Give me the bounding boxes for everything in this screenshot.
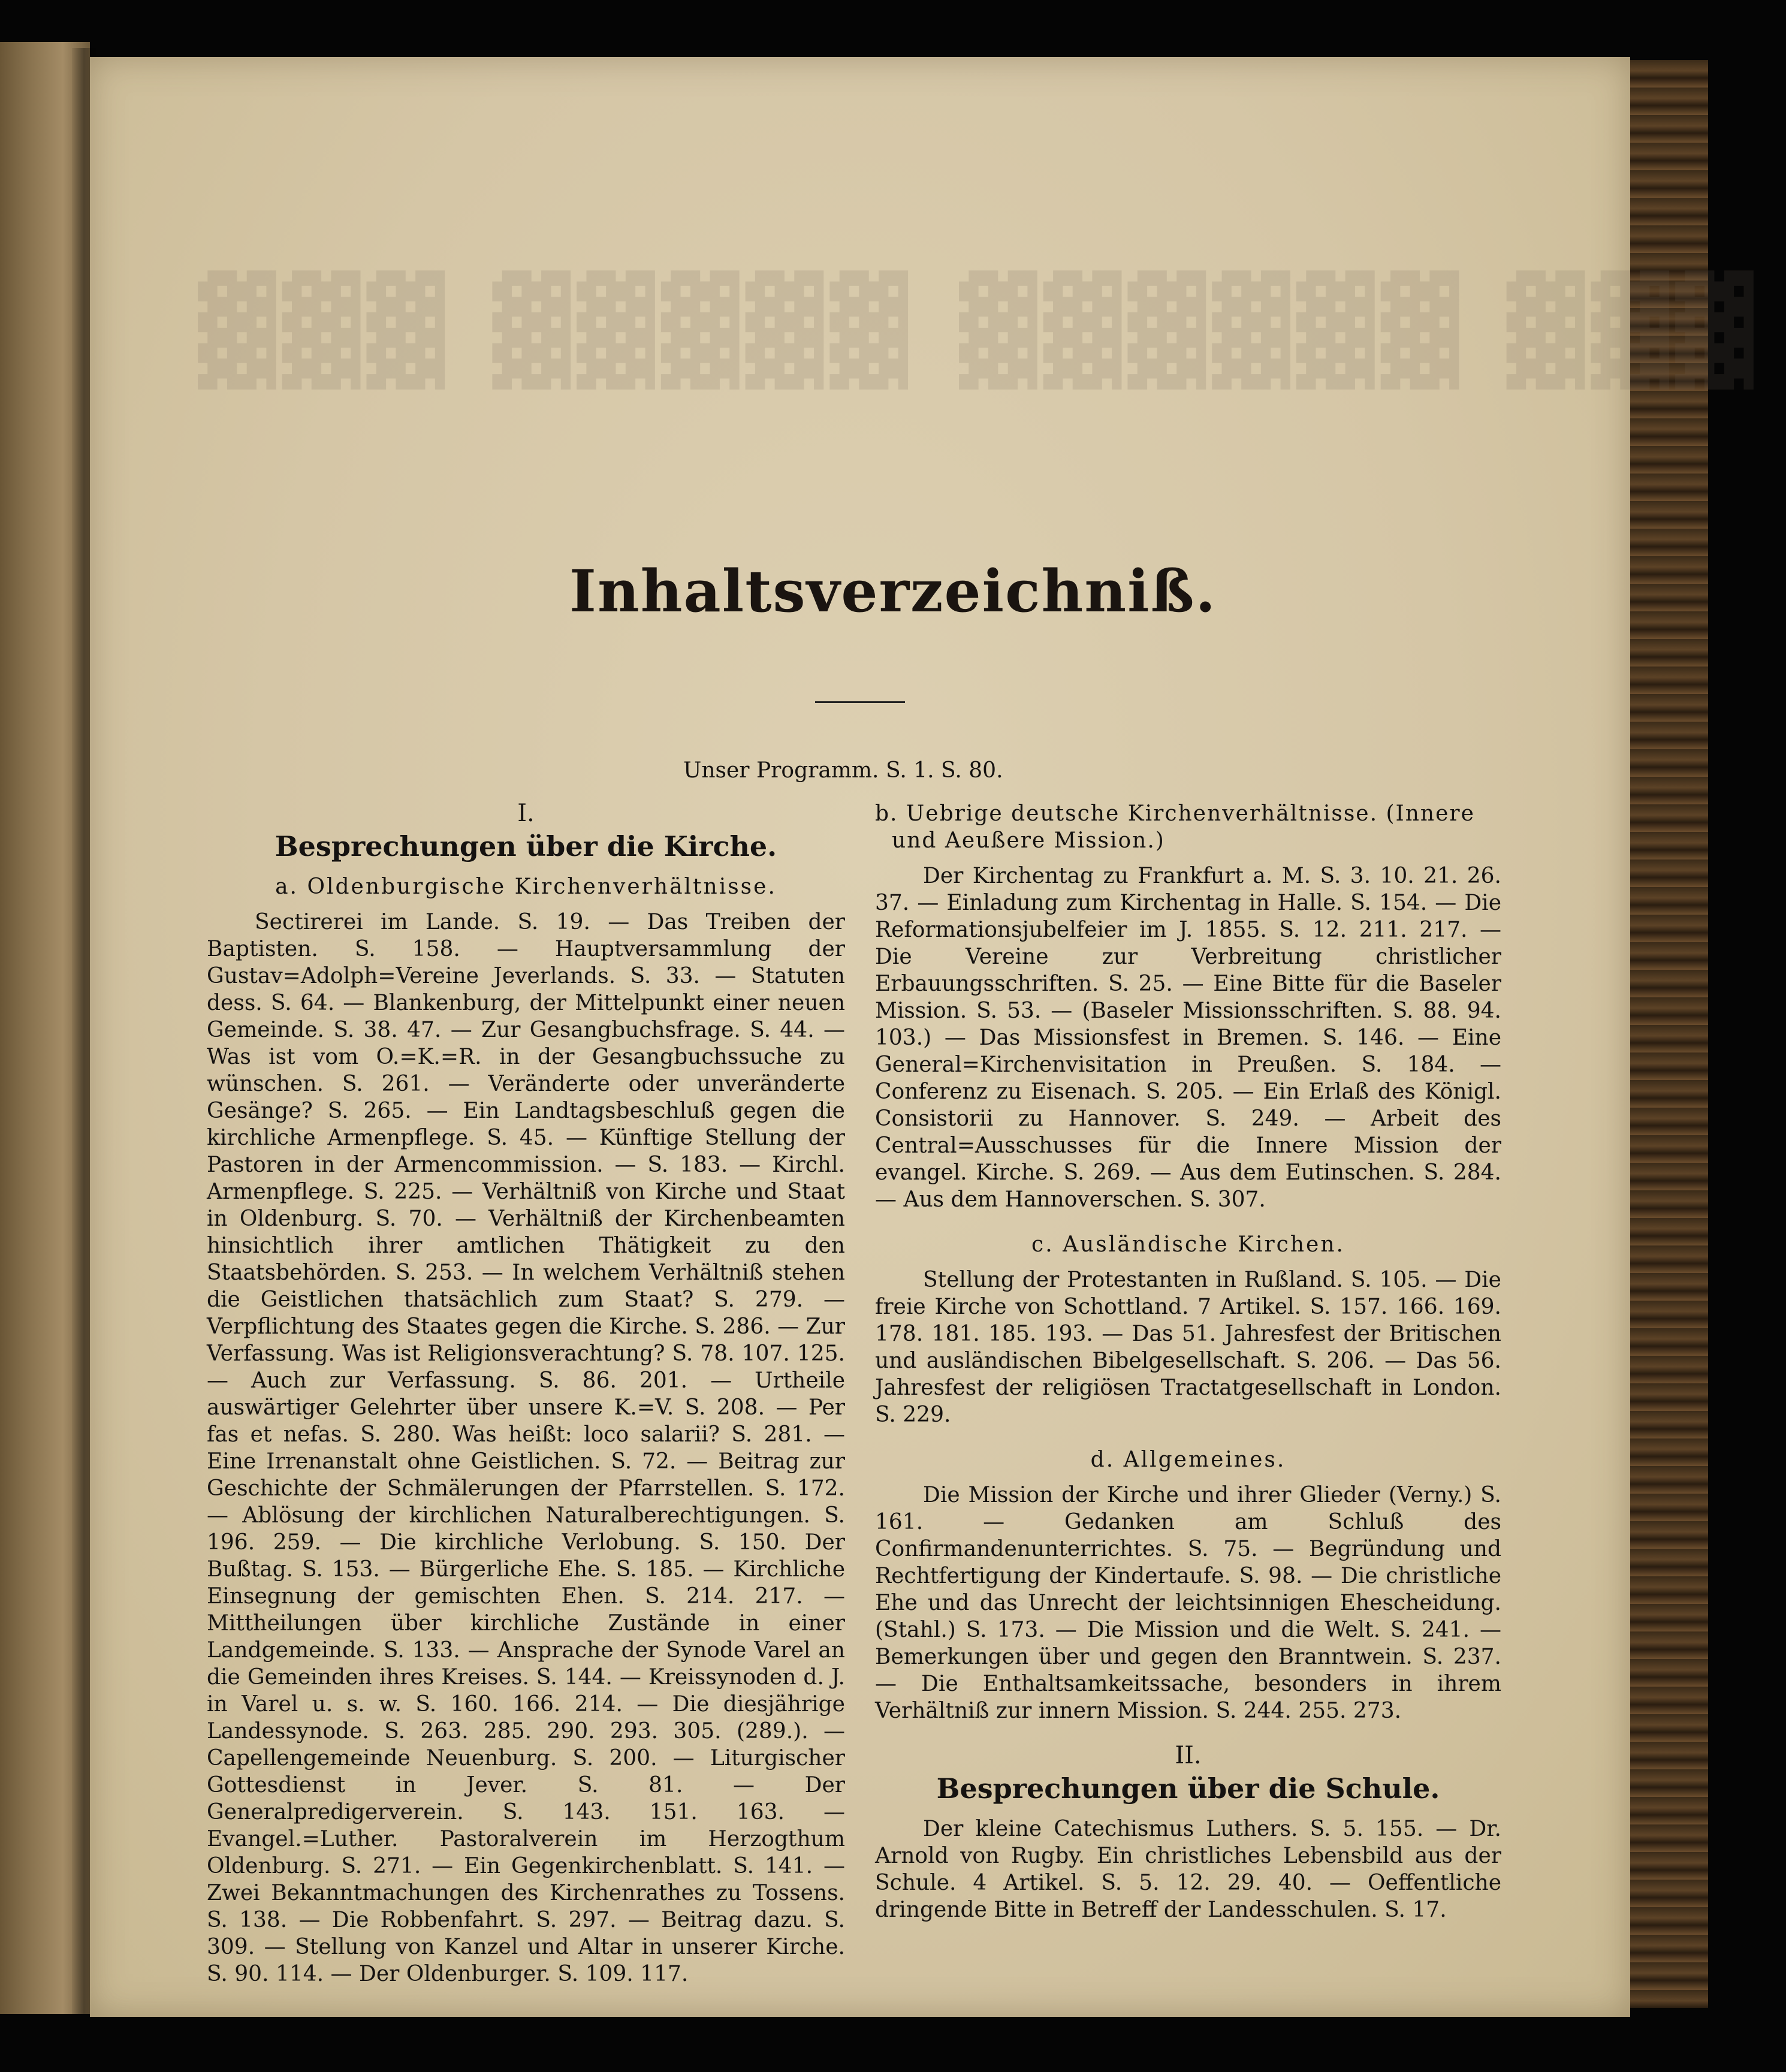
subsection-text-a: Sectirerei im Lande. S. 19. — Das Treiben der Baptisten. S. 158. — Hauptversammlung der Gustav=Adolph=Vereine Jeverlands. S. 33. — Statuten dess. S. 64. — Blankenburg, der Mittelpunkt einer neuen Gemeinde. S. 38. 47. — Zur Gesangbuchsfrage. S. 44. — Was ist vom O.=K.=R. in der Gesangbuchssuche zu wünschen. S. 261. — Veränderte oder unveränderte Gesänge? S. 265. — Ein Landtagsbeschluß gegen die kirchliche Armenpflege. S. 45. — Künftige Stellung der Pastoren in der Armencommission. — S. 183. — Kirchl. Armenpflege. S. 225. — Verhältniß von Kirche und Staat in Oldenburg. S. 70. — Verhältniß der Kirchenbeamten hinsichtlich ihrer amtlichen Thätigkeit zu den Staatsbehörden. S. 253. — In welchem Verhältniß stehen die Geistlichen thatsächlich zum Staat? S. 279. — Verpflichtung des Staates gegen die Kirche. S. 286. — Zur Verfassung. Was ist Religionsverachtung? S. 78. 107. 125. — Auch zur Verfassung. S. 86. 201. — Urtheile auswärtiger Gelehrter über unsere K.=V. S. 208. — Per fas et nefas. S. 280. Was heißt: loco salarii? S. 281. — Eine Irrenanstalt ohne Geistlichen. S. 72. — Beitrag zur Geschichte der Schmälerungen der Pfarrstellen. S. 172. — Ablösung der kirchlichen Naturalberechtigungen. S. 196. 259. — Die kirchliche Verlobung. S. 150. Der Bußtag. S. 153. — Bürgerliche Ehe. S. 185. — Kirchliche Einsegnung der gemischten Ehen. S. 214. 217. — Mittheilungen über kirchliche Zustände in einer Landgemeinde. S. 133. — Ansprache der Synode Varel an die Gemeinden ihres Kreises. S. 144. — Kreissynoden d. J. in Varel u. s. w. S. 160. 166. 214. — Die diesjährige Landessynode. S. 263. 285. 290. 293. 305. (289.). — Capellengemeinde Neuenburg. S. 200. — Liturgischer Gottesdienst in Jever. S. 81. — Der Generalpredigerverein. S. 143. 151. 163. — Evangel.=Luther. Pastoralverein im Herzogthum Oldenburg. S. 271. — Ein Gegenkirchenblatt. S. 141. — Zwei Bekanntmachungen des Kirchenrathes zu Tossens. S. 138. — Die Robbenfahrt. S. 297. — Beitrag dazu. S. 309. — Stellung von Kanzel und Altar in unserer Kirche. S. 90. 114. — Der Oldenburger. S. 109. 117. (207, 910, 845, 1986)
bleed-through-shadow-right: ▓▓▓▓▓▓ ▓▓▓ (959, 270, 1760, 390)
school-text: Der kleine Catechismus Luthers. S. 5. 155. — Dr. Arnold von Rugby. Ein christliches Lebensbild aus der Schule. 4 Artikel. S. 5. 12. 29. 40. — Oeffentliche dringende Bitte in Betreff der Landesschulen. S. 17. (875, 1817, 1501, 1922)
subsection-heading-a: a. Oldenburgische Kirchenverhältnisse. (275, 874, 777, 899)
section-heading-2: Besprechungen über die Schule. (936, 1772, 1440, 1805)
bleed-through-shadow-left: ▓▓▓ ▓▓▓▓▓ (198, 270, 915, 390)
subsection-heading-d: d. Allgemeines. (1090, 1447, 1286, 1472)
subsection-text-c: Stellung der Protestanten in Rußland. S. 105. — Die freie Kirche von Schottland. 7 Artikel. S. 157. 166. 169. 178. 181. 185. 193. — Das 51. Jahresfest der Britischen und ausländischen Bibelgesellschaft. S. 206. — Das 56. Jahresfest der religiösen Tractatgesellschaft in London. S. 229. (875, 1268, 1501, 1427)
title-divider (815, 701, 905, 703)
section-heading: Besprechungen über die Kirche. (274, 830, 777, 862)
section-number: I. (517, 800, 535, 827)
left-column (207, 800, 845, 2005)
subsection-text-d: Die Mission der Kirche und ihrer Glieder (Verny.) S. 161. — Gedanken am Schluß des Confirmandenunterrichtes. S. 75. — Begründung und Rechtfertigung der Kindertaufe. S. 98. — Die christliche Ehe und das Unrecht der leichtsinnigen Ehescheidung. (Stahl.) S. 173. — Die Mission und die Welt. S. 241. — Bemerkungen über und gegen den Branntwein. S. 237. — Die Enthaltsamkeitssache, besonders in ihrem Verhältniß zur innern Mission. S. 244. 255. 273. (875, 1483, 1501, 1723)
page-title: Inhaltsverzeichniß. (569, 557, 1217, 625)
program-line: Unser Programm. S. 1. S. 80. (683, 758, 1003, 783)
subsection-heading-c: c. Ausländische Kirchen. (1031, 1232, 1345, 1257)
section-number-2: II. (1175, 1742, 1202, 1769)
subsection-heading-b: b. Uebrige deutsche Kirchenverhältnisse. (Innere und Aeußere Mission.) (875, 801, 1475, 853)
right-column (875, 800, 1501, 1941)
subsection-text-b: Der Kirchentag zu Frankfurt a. M. S. 3. 10. 21. 26. 37. — Einladung zum Kirchentag in Halle. S. 154. — Die Reformationsjubelfeier im J. 1855. S. 12. 211. 217. — Die Vereine zur Verbreitung christlicher Erbauungsschriften. S. 25. — Eine Bitte für die Baseler Mission. S. 53. — (Baseler Missionsschriften. S. 88. 94. 103.) — Das Missionsfest in Bremen. S. 146. — Eine General=Kirchenvisitation in Preußen. S. 184. — Conferenz zu Eisenach. S. 205. — Ein Erlaß des Königl. Consistorii zu Hannover. S. 249. — Arbeit des Central=Ausschusses für die Innere Mission der evangel. Kirche. S. 269. — Aus dem Eutinschen. S. 284. — Aus dem Hannoverschen. S. 307. (875, 864, 1501, 1212)
